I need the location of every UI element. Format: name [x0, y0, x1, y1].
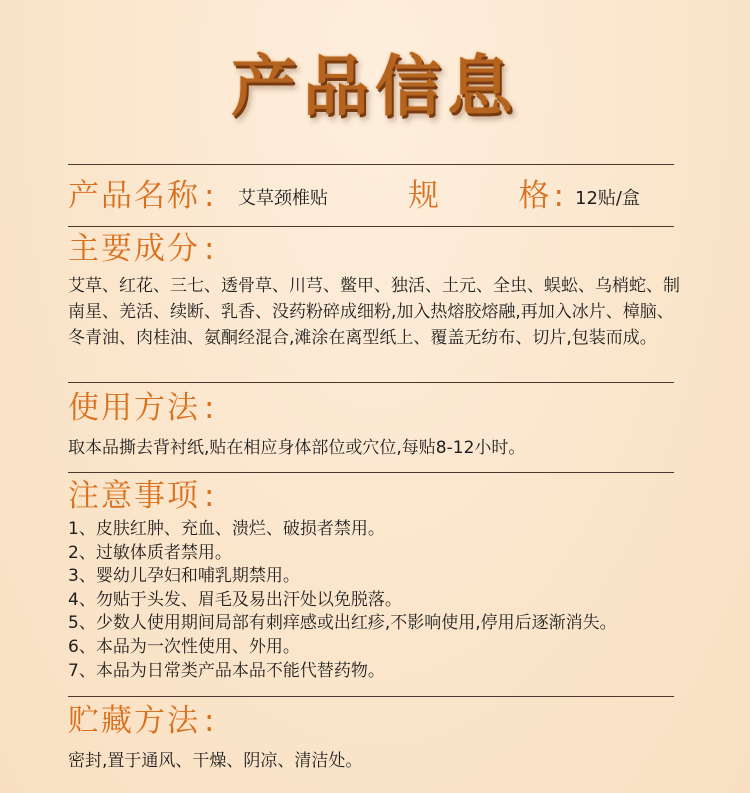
notes-item: 6、本品为一次性使用、外用。 [68, 636, 300, 657]
notes-item: 2、过敏体质者禁用。 [68, 542, 232, 563]
product-name-value: 艾草颈椎贴 [238, 188, 328, 209]
divider [68, 382, 674, 383]
usage-heading-text: 使用方法 [68, 390, 200, 426]
usage-text: 取本品撕去背衬纸,贴在相应身体部位或穴位,每贴8-12小时。 [68, 438, 526, 458]
storage-heading [68, 703, 217, 739]
notes-item: 3、婴幼儿孕妇和哺乳期禁用。 [68, 566, 300, 587]
spec-label [408, 178, 564, 214]
ingredients-text: 艾草、红花、三七、透骨草、川芎、鳖甲、独活、土元、全虫、蜈蚣、乌梢蛇、制南星、羌活、续断、乳香、没药粉碎成细粉,加入热熔胶熔融,再加入冰片、樟脑、冬青油、肉桂油、氨酮经混合,滩涂在离型纸上、覆盖无纺布、切片,包装而成。 [68, 276, 680, 348]
notes-heading-text: 注意事项 [68, 478, 200, 514]
product-name-label-text: 产品名称 [68, 178, 200, 214]
divider [68, 696, 674, 697]
ingredients-heading [68, 231, 217, 267]
spec-value: 12贴/盒 [575, 188, 640, 209]
spec-label-part2: 格 [518, 178, 550, 214]
divider [68, 472, 674, 473]
notes-item: 5、少数人使用期间局部有刺痒感或出红疹,不影响使用,停用后逐渐消失。 [68, 613, 617, 634]
notes-list [68, 518, 708, 683]
notes-heading [68, 478, 217, 514]
ingredients-colon: : [204, 231, 217, 267]
storage-text: 密封,置于通风、干燥、阴凉、清洁处。 [68, 751, 363, 771]
spec-label-part1: 规 [408, 178, 439, 214]
notes-item: 7、本品为日常类产品本品不能代替药物。 [68, 660, 385, 681]
page-title: 产品信息 [231, 48, 519, 125]
usage-colon: : [204, 390, 217, 426]
notes-item: 1、皮肤红肿、充血、溃烂、破损者禁用。 [68, 519, 385, 539]
spec-colon: : [553, 178, 564, 214]
spec-label-part2-group [518, 178, 564, 214]
product-name-label [68, 178, 217, 214]
notes-item: 4、勿贴于头发、眉毛及易出汗处以免脱落。 [68, 589, 402, 610]
ingredients-heading-text: 主要成分 [68, 231, 200, 267]
divider [68, 164, 674, 165]
usage-heading [68, 390, 217, 426]
storage-colon: : [204, 703, 217, 739]
divider [68, 226, 674, 227]
product-name-colon: : [204, 178, 217, 214]
storage-heading-text: 贮藏方法 [68, 703, 200, 739]
notes-colon: : [204, 478, 217, 514]
